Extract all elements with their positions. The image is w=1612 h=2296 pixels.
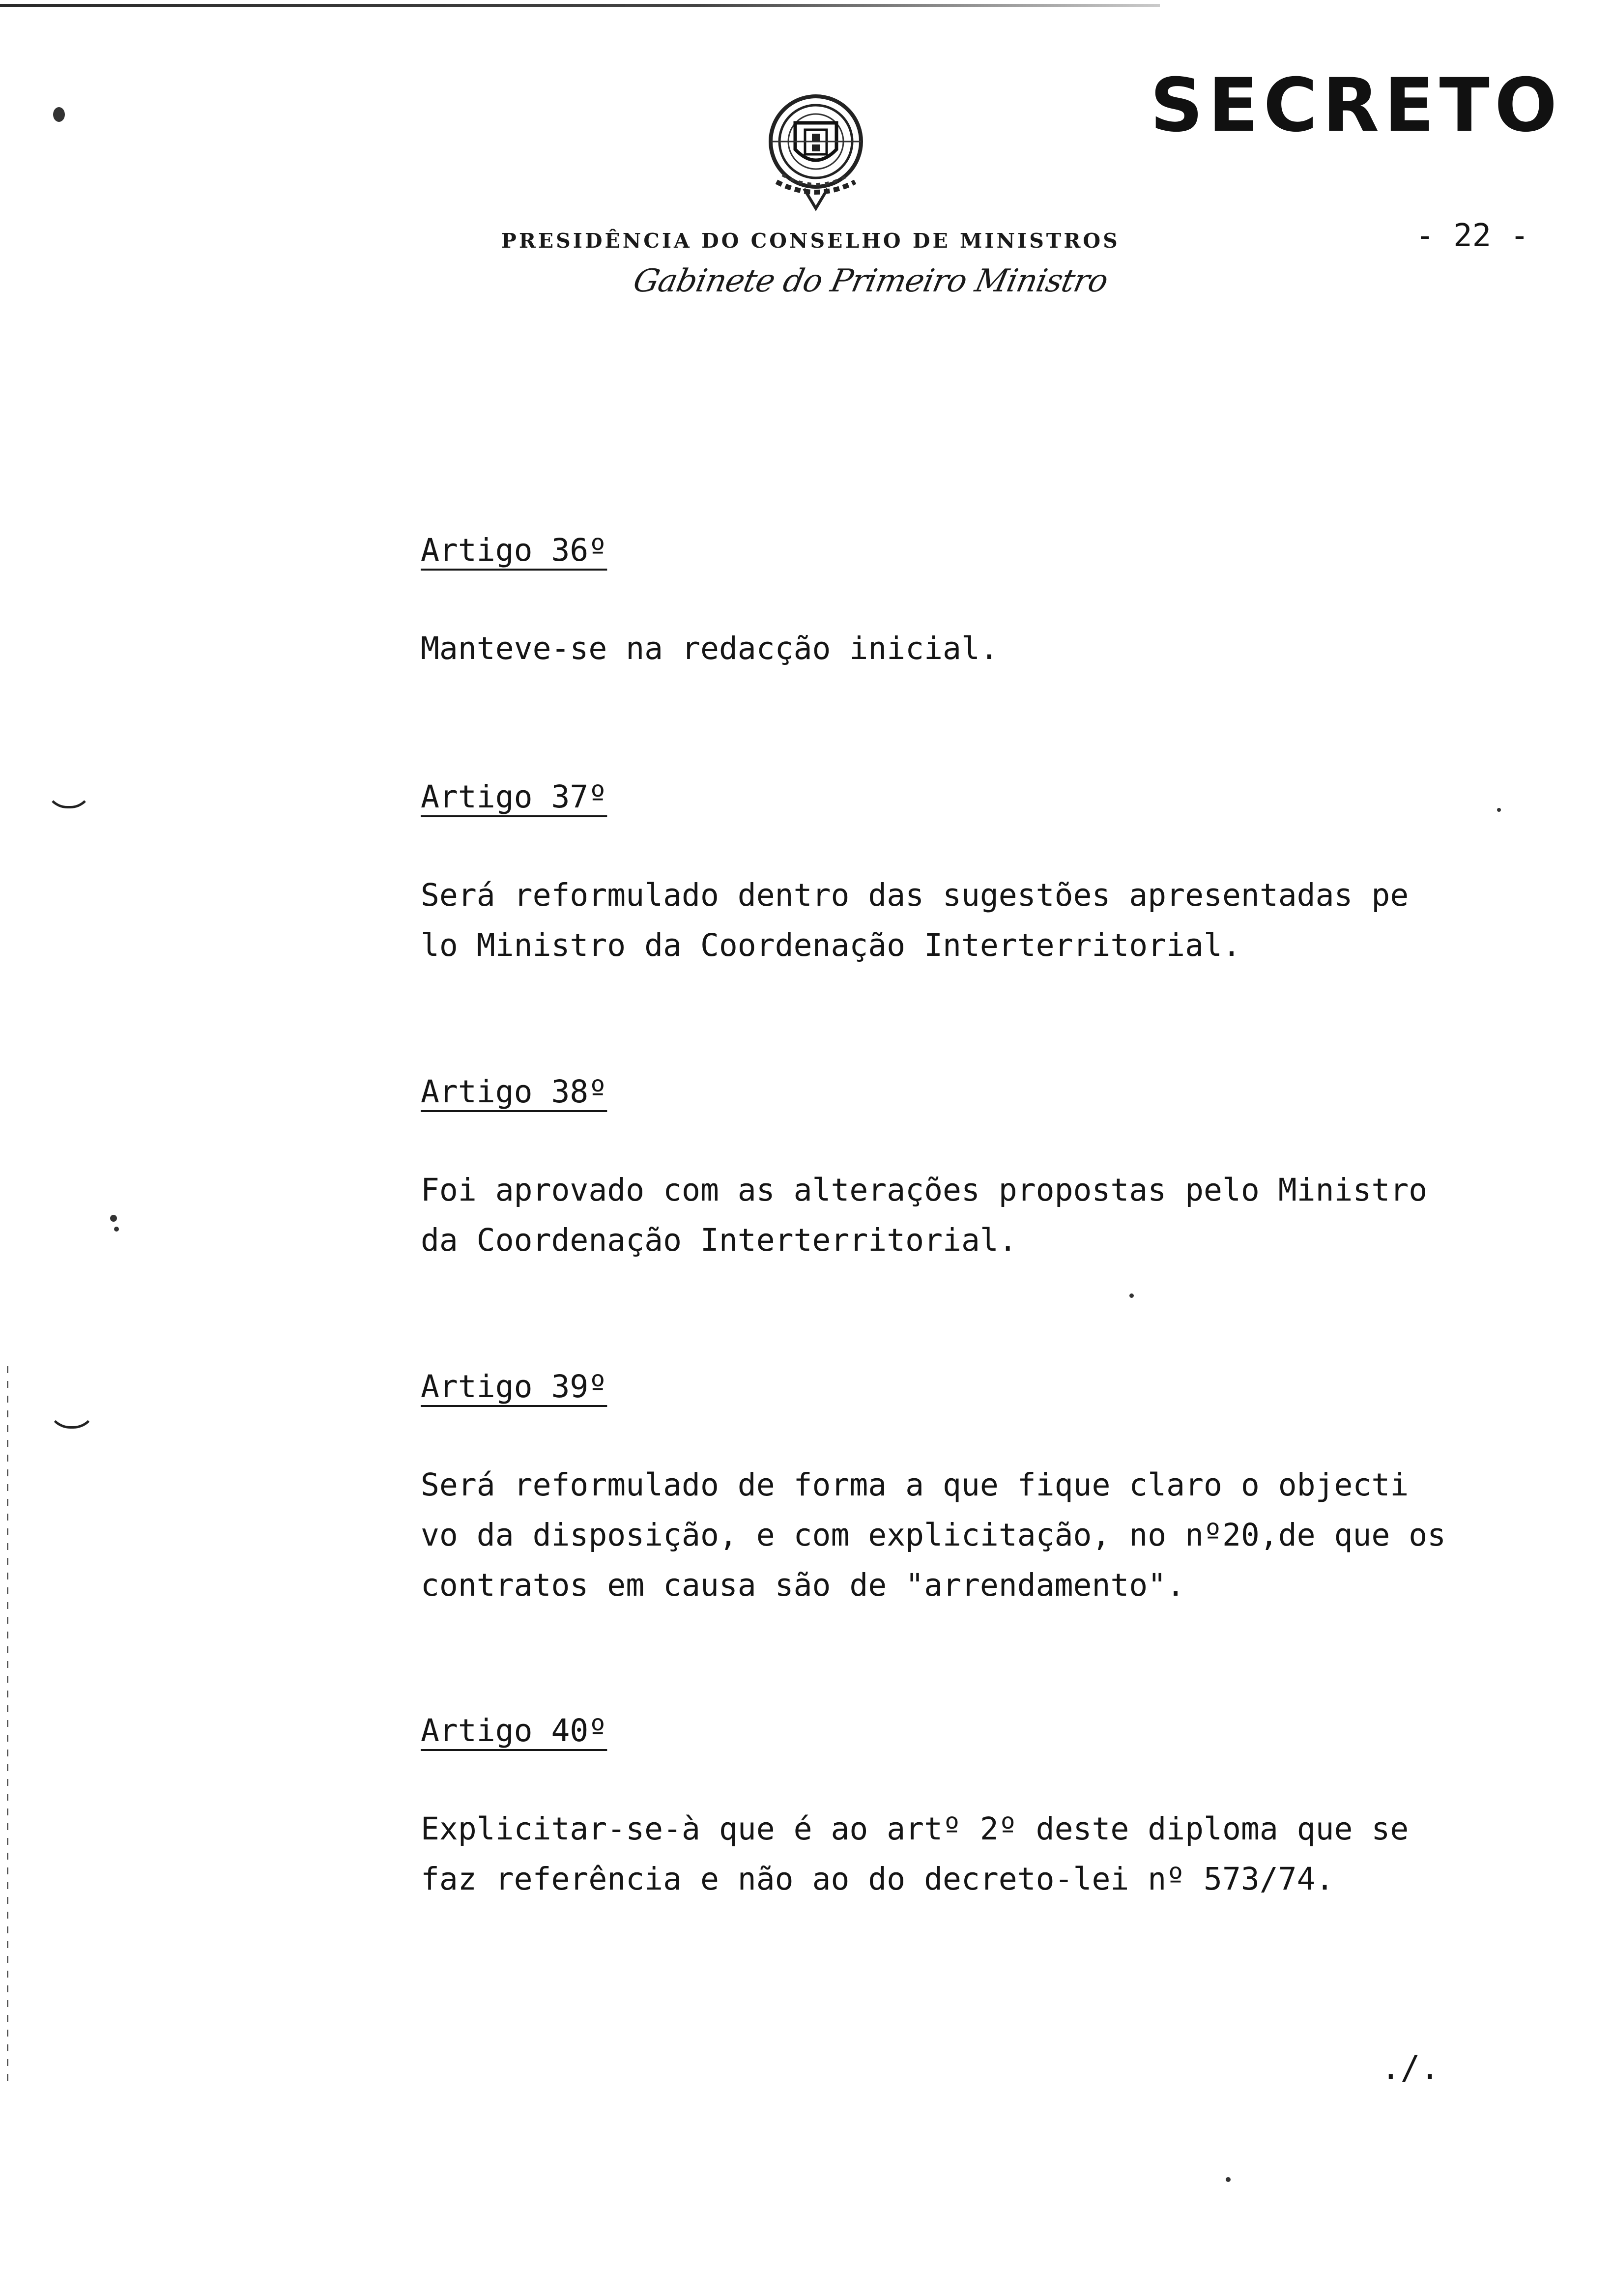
article-title: Artigo 38º — [421, 1074, 607, 1110]
margin-speck — [53, 107, 65, 122]
margin-speck — [114, 1227, 119, 1232]
article-title: Artigo 39º — [421, 1369, 607, 1405]
page-speck — [1226, 2177, 1231, 2182]
margin-mark — [45, 786, 92, 808]
article-line: vo da disposição, e com explicitação, no nº20,de que os — [421, 1517, 1446, 1553]
article-line: Será reformulado dentro das sugestões apresentadas pe — [421, 877, 1409, 913]
article-38 — [421, 1076, 1531, 1265]
article-title: Artigo 37º — [421, 779, 607, 815]
classification-stamp: SECRETO — [1150, 63, 1562, 148]
article-36 — [421, 532, 1531, 674]
binding-mark — [7, 1366, 8, 2084]
article-line: Explicitar-se-à que é ao artº 2º deste diploma que se — [421, 1811, 1409, 1847]
article-line: da Coordenação Interterritorial. — [421, 1222, 1017, 1258]
page-number: - 22 - — [1415, 218, 1529, 254]
institution-heading: PRESIDÊNCIA DO CONSELHO DE MINISTROS — [501, 229, 1120, 253]
article-line: faz referência e não ao do decreto-lei nº 573/74. — [421, 1861, 1334, 1897]
article-line: Manteve-se na redacção inicial. — [421, 631, 999, 666]
page-speck — [1129, 1293, 1134, 1298]
article-title: Artigo 40º — [421, 1713, 607, 1749]
article-line: lo Ministro da Coordenação Interterritorial. — [421, 927, 1241, 963]
coat-of-arms-seal — [757, 88, 875, 211]
article-body — [421, 870, 1531, 971]
margin-speck — [110, 1215, 117, 1222]
office-subheading: Gabinete do Primeiro Ministro — [630, 263, 1111, 299]
margin-mark — [47, 1406, 96, 1429]
article-37 — [421, 781, 1531, 971]
top-scan-edge — [0, 4, 1160, 7]
continuation-mark: ./. — [1381, 2049, 1440, 2087]
article-body — [421, 624, 1531, 674]
article-body — [421, 1460, 1531, 1610]
article-39 — [421, 1371, 1531, 1610]
article-line: contratos em causa são de "arrendamento". — [421, 1567, 1185, 1603]
article-body — [421, 1165, 1531, 1265]
article-body — [421, 1804, 1531, 1904]
article-40 — [421, 1715, 1531, 1904]
article-line: Será reformulado de forma a que fique claro o objecti — [421, 1467, 1409, 1503]
article-title: Artigo 36º — [421, 532, 607, 568]
article-line: Foi aprovado com as alterações propostas pelo Ministro — [421, 1172, 1428, 1208]
